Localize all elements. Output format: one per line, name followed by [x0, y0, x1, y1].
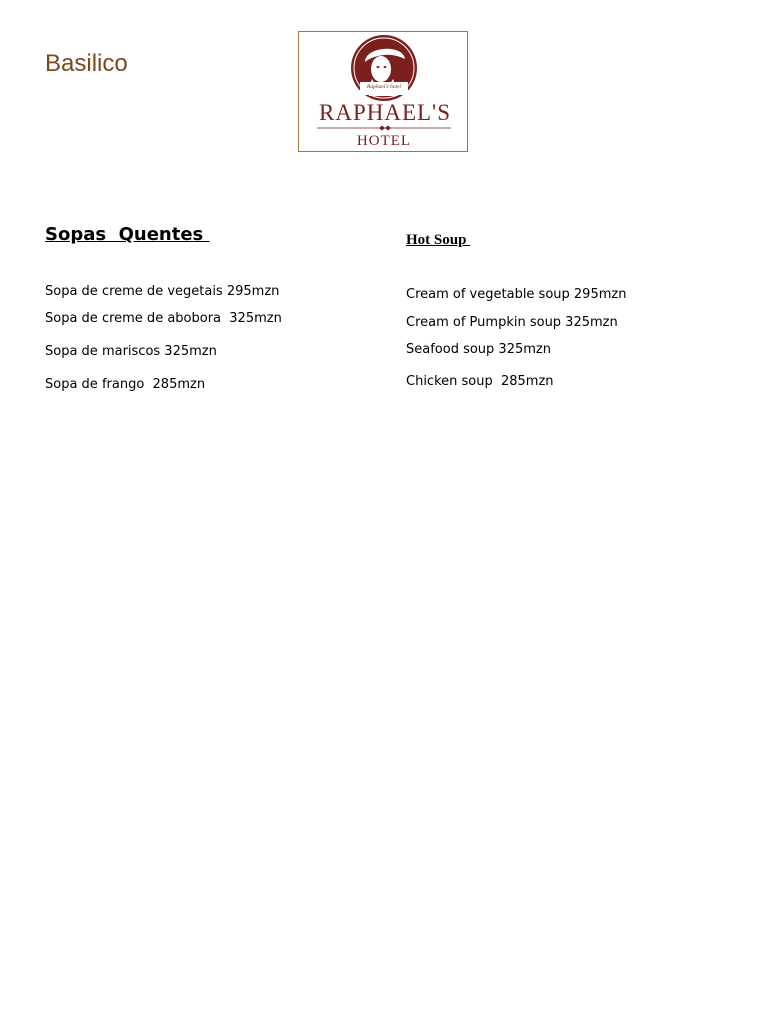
- hotel-logo: [298, 31, 468, 152]
- menu-item-en: Chicken soup 285mzn: [406, 374, 554, 389]
- portuguese-section-heading: Sopas Quentes: [45, 224, 210, 245]
- logo-subtitle: HOTEL: [356, 133, 412, 149]
- english-section-heading: Hot Soup: [406, 232, 471, 248]
- menu-item-pt: Sopa de frango 285mzn: [45, 377, 206, 392]
- menu-item-en: Seafood soup 325mzn: [406, 342, 551, 357]
- brand-title: Basilico: [45, 50, 128, 77]
- logo-medallion-text: Raphael's hotel: [366, 84, 402, 90]
- menu-item-en: Cream of Pumpkin soup 325mzn: [406, 315, 618, 330]
- menu-item-pt: Sopa de creme de vegetais 295mzn: [45, 284, 280, 299]
- menu-item-en: Cream of vegetable soup 295mzn: [406, 287, 627, 302]
- menu-item-pt: Sopa de mariscos 325mzn: [45, 344, 217, 359]
- logo-name: RAPHAEL'S: [319, 100, 451, 125]
- menu-item-pt: Sopa de creme de abobora 325mzn: [45, 311, 282, 326]
